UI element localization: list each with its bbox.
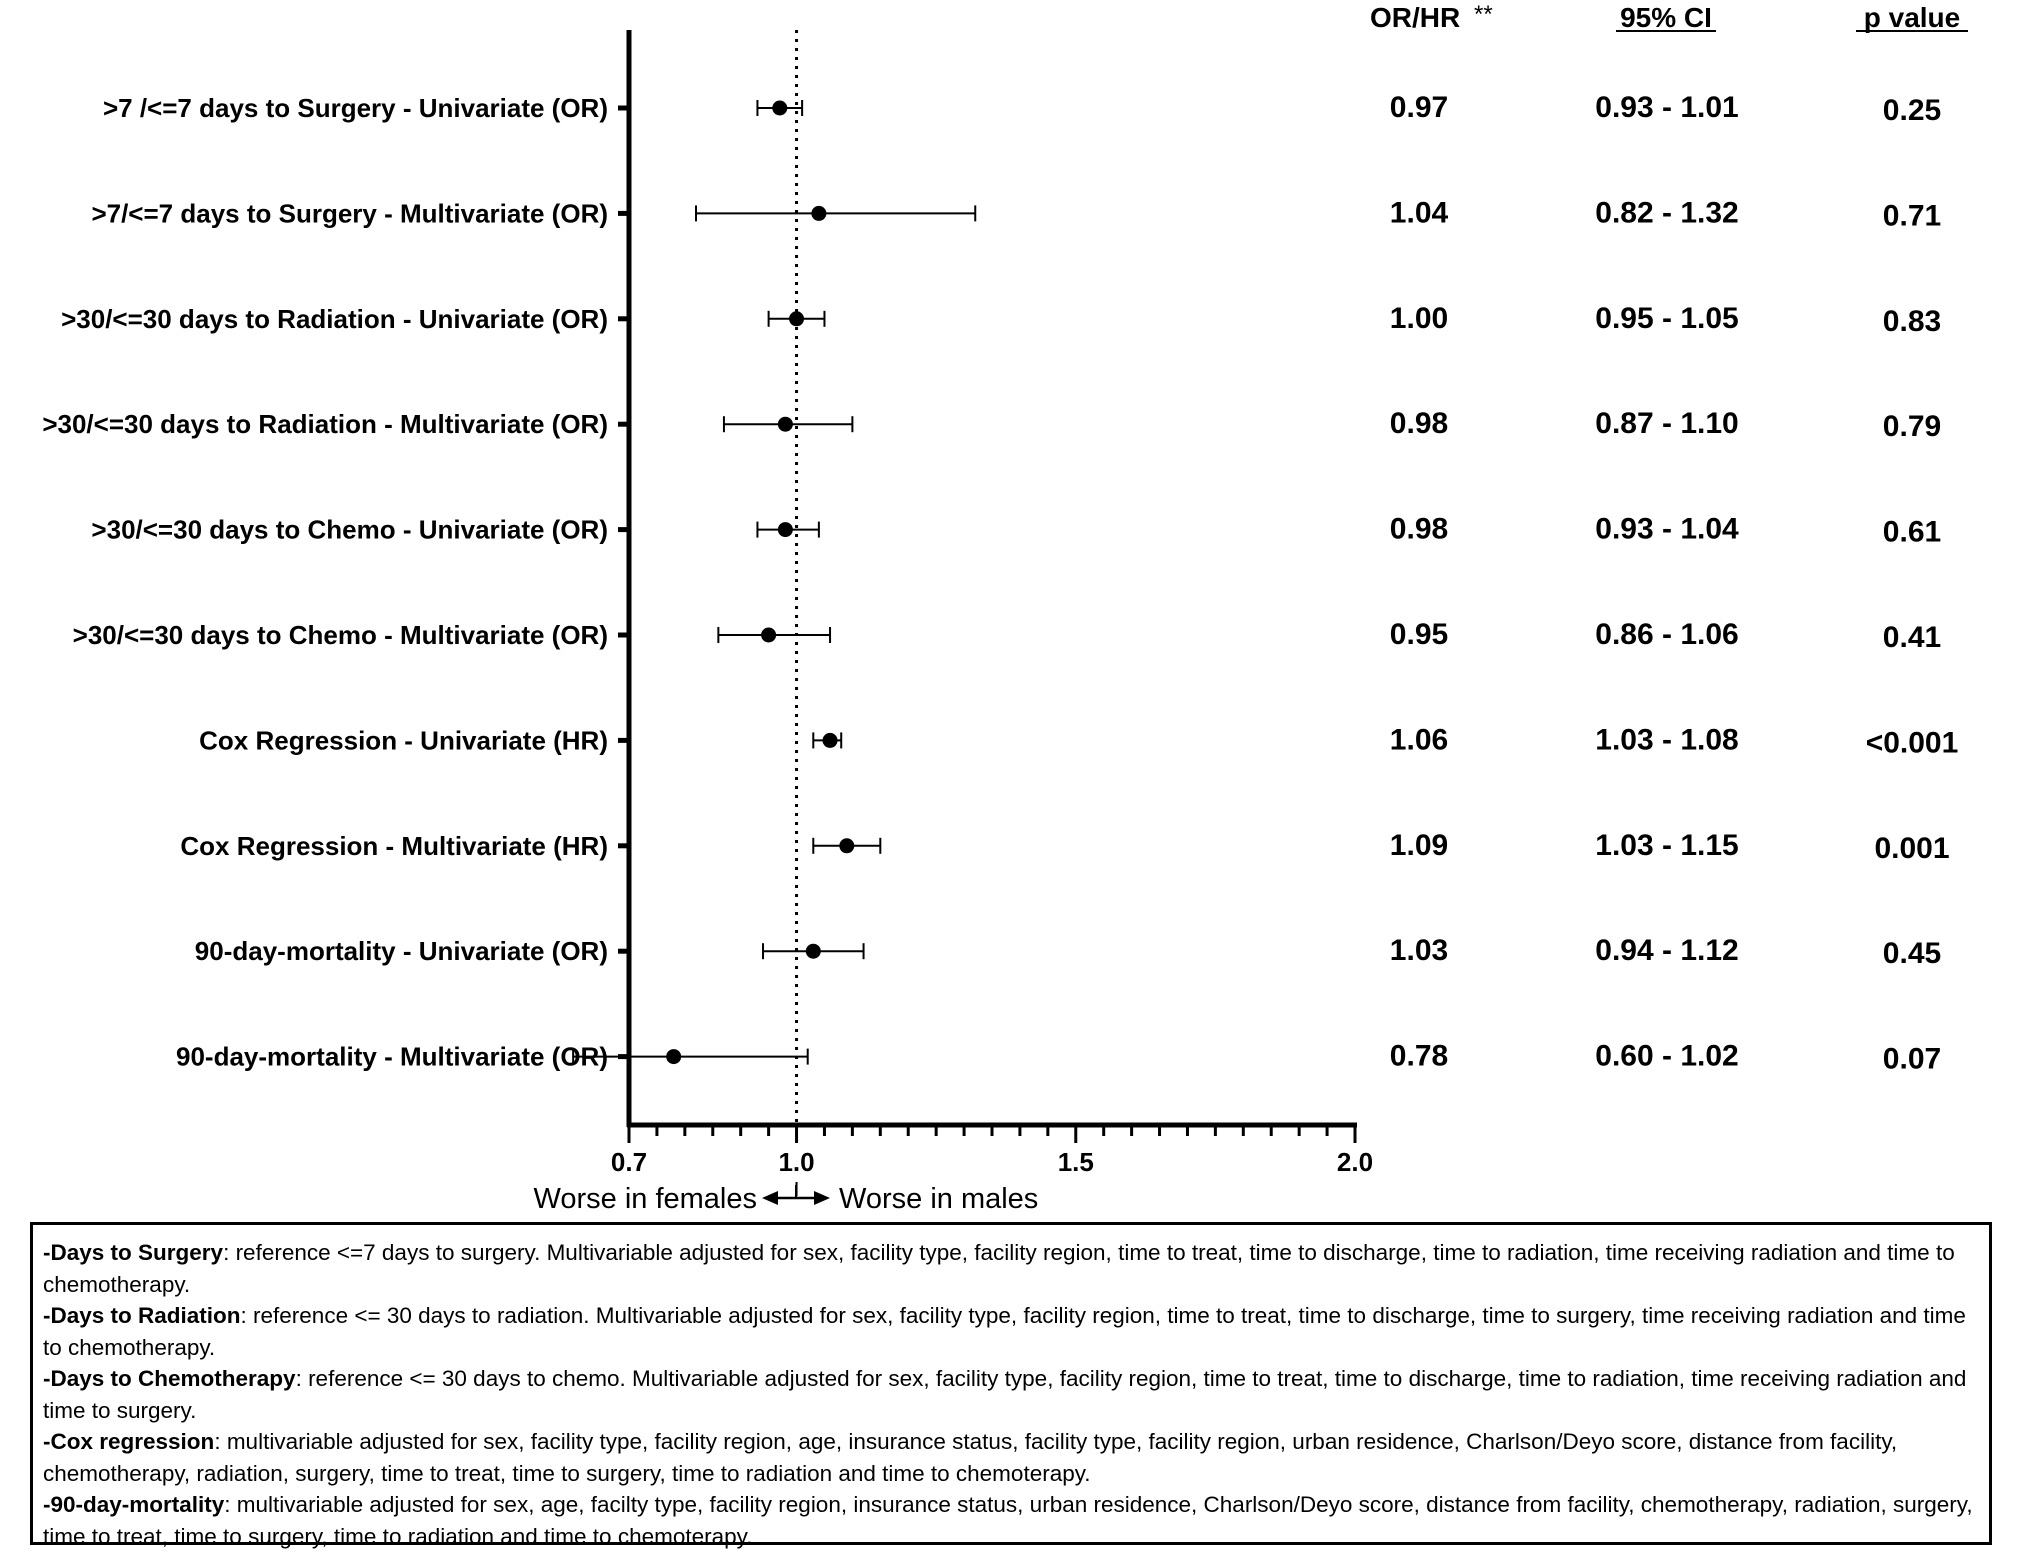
ci-value: 0.87 - 1.10 bbox=[1595, 407, 1739, 441]
estimate-value: 0.98 bbox=[1389, 407, 1449, 441]
legend-term: -Cox regression bbox=[43, 1429, 215, 1454]
header-ci: 95% CI bbox=[1620, 2, 1712, 33]
legend-term: -90-day-mortality bbox=[43, 1492, 225, 1517]
row-label: >30/<=30 days to Chemo - Multivariate (OR) bbox=[72, 620, 608, 650]
legend-text: : reference <= 30 days to chemo. Multivariable adjusted for sex, facility type, facility region, time to treat, time to discharge, time to radiation, time receiving radiation and time to surgery. bbox=[43, 1366, 1967, 1423]
estimate-point bbox=[761, 628, 776, 643]
p-value: <0.001 bbox=[1865, 726, 1959, 760]
legend-text: : multivariable adjusted for sex, age, facilty type, facility region, insurance status, urban residence, Charlson/Deyo score, distance from facility, chemotherapy, radiation, surgery, time to treat, time to surgery, time to radiation and time to chemoterapy. bbox=[43, 1492, 1973, 1549]
x-tick-label: 1.0 bbox=[778, 1147, 815, 1177]
estimate-value: 0.97 bbox=[1389, 91, 1449, 124]
legend-text: : reference <=7 days to surgery. Multivariable adjusted for sex, facility type, facility region, time to treat, time to discharge, time to radiation, time receiving radiation and time to chemotherapy. bbox=[43, 1240, 1955, 1297]
forest-row bbox=[61, 302, 1941, 338]
legend-term: -Days to Chemotherapy bbox=[43, 1366, 296, 1391]
row-label: >30/<=30 days to Radiation - Multivariate (OR) bbox=[42, 409, 608, 440]
direction-right-label: Worse in males bbox=[839, 1183, 1039, 1215]
estimate-point bbox=[811, 206, 826, 221]
header-or-hr-note: ** bbox=[1474, 1, 1493, 28]
header-or-hr: OR/HR bbox=[1370, 2, 1461, 33]
forest-row bbox=[91, 513, 1941, 549]
forest-rows bbox=[42, 91, 1958, 1076]
p-value: 0.79 bbox=[1882, 410, 1942, 444]
estimate-value: 1.03 bbox=[1389, 934, 1449, 968]
p-value: 0.001 bbox=[1874, 831, 1950, 865]
forest-row bbox=[199, 723, 1958, 759]
ci-value: 0.94 - 1.12 bbox=[1595, 934, 1739, 968]
row-label: 90-day-mortality - Multivariate (OR) bbox=[176, 1041, 608, 1072]
ci-value: 1.03 - 1.15 bbox=[1595, 828, 1739, 862]
forest-row bbox=[73, 618, 1942, 654]
row-label: >7 /<=7 days to Surgery - Univariate (OR) bbox=[102, 93, 608, 123]
legend-entry bbox=[43, 1363, 1979, 1426]
row-label: Cox Regression - Multivariate (HR) bbox=[180, 830, 608, 861]
p-value: 0.25 bbox=[1882, 94, 1942, 127]
estimate-value: 1.00 bbox=[1389, 301, 1449, 335]
ci-value: 0.82 - 1.32 bbox=[1595, 196, 1739, 230]
forest-row bbox=[180, 829, 1949, 865]
p-value: 0.83 bbox=[1882, 304, 1942, 338]
legend-text: : multivariable adjusted for sex, facility type, facility region, age, insurance status, facility type, facility region, urban residence, Charlson/Deyo score, distance from facility, chemotherapy, radiation, surgery, time to treat, time to surgery, time to radiation and time to chemoterapy. bbox=[43, 1429, 1898, 1486]
estimate-value: 0.78 bbox=[1389, 1039, 1449, 1073]
estimate-value: 0.98 bbox=[1389, 512, 1449, 546]
estimate-point bbox=[823, 733, 838, 748]
forest-row bbox=[176, 1040, 1941, 1076]
forest-row bbox=[42, 407, 1941, 443]
ci-value: 0.86 - 1.06 bbox=[1595, 618, 1739, 651]
estimate-point bbox=[839, 838, 854, 853]
estimate-point bbox=[772, 101, 787, 116]
estimate-value: 1.06 bbox=[1389, 723, 1449, 757]
p-value: 0.45 bbox=[1882, 937, 1942, 971]
ci-value: 0.93 - 1.04 bbox=[1595, 512, 1739, 546]
row-label: >30/<=30 days to Chemo - Univariate (OR) bbox=[91, 514, 608, 545]
estimate-value: 1.09 bbox=[1389, 828, 1449, 862]
row-label: Cox Regression - Univariate (HR) bbox=[199, 725, 608, 756]
legend-term: -Days to Radiation bbox=[43, 1303, 241, 1328]
x-tick-label: 1.5 bbox=[1057, 1147, 1094, 1177]
x-tick-label: 2.0 bbox=[1336, 1147, 1374, 1177]
p-value: 0.61 bbox=[1882, 515, 1942, 549]
x-axis-ticks bbox=[611, 1125, 1373, 1177]
estimate-point bbox=[666, 1049, 681, 1064]
estimate-point bbox=[806, 944, 821, 959]
direction-left-label: Worse in females bbox=[533, 1183, 757, 1215]
ci-value: 0.60 - 1.02 bbox=[1595, 1039, 1739, 1073]
forest-row bbox=[103, 91, 1941, 127]
direction-arrow-icon bbox=[762, 1185, 830, 1205]
ci-value: 0.95 - 1.05 bbox=[1595, 301, 1739, 335]
x-tick-label: 0.7 bbox=[610, 1147, 648, 1177]
forest-row bbox=[195, 934, 1941, 970]
estimate-value: 1.04 bbox=[1389, 196, 1449, 230]
legend-text: : reference <= 30 days to radiation. Multivariable adjusted for sex, facility type, facility region, time to treat, time to discharge, time to surgery, time receiving radiation and time to chemotherapy. bbox=[43, 1303, 1966, 1360]
forest-row bbox=[91, 196, 1941, 232]
footnote-legend bbox=[30, 1222, 1992, 1549]
estimate-point bbox=[778, 522, 793, 537]
p-value: 0.41 bbox=[1882, 621, 1942, 654]
estimate-point bbox=[778, 417, 793, 432]
legend-entry bbox=[43, 1426, 1979, 1489]
estimate-value: 0.95 bbox=[1389, 618, 1449, 651]
estimate-point bbox=[789, 311, 804, 326]
row-label: >30/<=30 days to Radiation - Univariate (OR) bbox=[61, 303, 608, 334]
p-value: 0.07 bbox=[1882, 1042, 1942, 1076]
ci-value: 0.93 - 1.01 bbox=[1595, 91, 1739, 124]
legend-entry bbox=[43, 1489, 1979, 1552]
header-p-value: p value bbox=[1863, 2, 1961, 33]
legend-entry bbox=[43, 1237, 1979, 1300]
row-label: 90-day-mortality - Univariate (OR) bbox=[194, 936, 608, 967]
legend-entry bbox=[43, 1300, 1979, 1363]
legend-term: -Days to Surgery bbox=[43, 1240, 224, 1265]
ci-value: 1.03 - 1.08 bbox=[1595, 723, 1739, 757]
row-label: >7/<=7 days to Surgery - Multivariate (OR) bbox=[91, 198, 608, 229]
p-value: 0.71 bbox=[1882, 199, 1942, 233]
